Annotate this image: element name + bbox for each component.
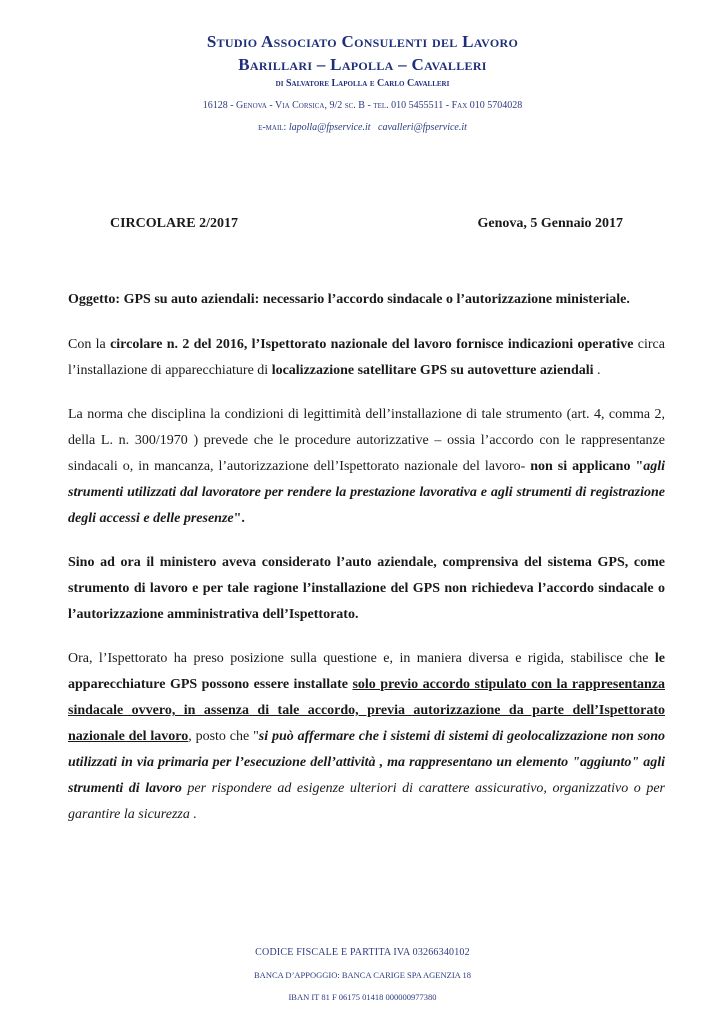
firm-address: 16128 - Genova - Via Corsica, 9/2 sc. B - tel. 010 5455511 - Fax 010 5704028 bbox=[202, 100, 523, 111]
paragraph-4: Ora, l’Ispettorato ha preso posizione sulla questione e, in maniera diversa e rigida, stabilisce che le apparecchiature GPS possono essere installate solo previo accordo stipulato con la rappresentanza sindacale ovvero, in assenza di tale accordo, previa autorizzazione da parte dell’Ispettorato nazionale del lavoro, posto che "si può affermare che i sistemi di sistemi di geolocalizzazione non sono utilizzati in via primaria per l’esecuzione dell’attività , ma rappresentano un elemento "aggiunto" agli strumenti di lavoro per rispondere ad esigenze ulteriori di carattere assicurativo, organizzativo o per garantire la sicurezza . bbox=[68, 651, 665, 822]
firm-name: Studio Associato Consulenti del Lavoro bbox=[206, 32, 519, 51]
circular-date: Genova, 5 Gennaio 2017 bbox=[477, 216, 623, 231]
email-label: e-mail: bbox=[258, 122, 287, 133]
subject-line: Oggetto: GPS su auto aziendali: necessario l’accordo sindacale o l’autorizzazione ministeriale. bbox=[68, 292, 630, 307]
letter-body bbox=[68, 290, 665, 846]
letterhead bbox=[0, 30, 725, 136]
firm-emails bbox=[0, 120, 725, 136]
circular-header bbox=[110, 216, 623, 232]
tax-code: CODICE FISCALE E PARTITA IVA 03266340102 bbox=[255, 947, 470, 958]
circular-number: CIRCOLARE 2/2017 bbox=[110, 216, 238, 231]
paragraph-2: La norma che disciplina la condizioni di legittimità dell’installazione di tale strumento (art. 4, comma 2, della L. n. 300/1970 ) prevede che le procedure autorizzative – ossia l’accordo con le rappresentanze sindacali o, in mancanza, l’autorizzazione dell’Ispettorato nazionale del lavoro- non si applicano "agli strumenti utilizzati dal lavoratore per rendere la prestazione lavorativa e agli strumenti di registrazione degli accessi e delle presenze". bbox=[68, 407, 665, 526]
iban: IBAN IT 81 F 06175 01418 000000977380 bbox=[288, 992, 437, 1002]
email-cavalleri: cavalleri@fpservice.it bbox=[378, 122, 467, 133]
bank-info: BANCA D’APPOGGIO: BANCA CARIGE SPA AGENZIA 18 bbox=[254, 970, 471, 980]
footer bbox=[0, 946, 725, 1004]
paragraph-3: Sino ad ora il ministero aveva considerato l’auto aziendale, comprensiva del sistema GPS, come strumento di lavoro e per tale ragione l’installazione del GPS non richiedeva l’accordo sindacale o l’autorizzazione amministrativa dell’Ispettorato. bbox=[68, 555, 665, 622]
partners-names: Barillari – Lapolla – Cavalleri bbox=[238, 55, 487, 74]
firm-subtitle: di Salvatore Lapolla e Carlo Cavalleri bbox=[275, 78, 450, 89]
email-lapolla: lapolla@fpservice.it bbox=[288, 122, 371, 133]
paragraph-1: Con la circolare n. 2 del 2016, l’Ispettorato nazionale del lavoro fornisce indicazioni operative circa l’installazione di apparecchiature di localizzazione satellitare GPS su autovetture aziendali . bbox=[68, 337, 665, 378]
